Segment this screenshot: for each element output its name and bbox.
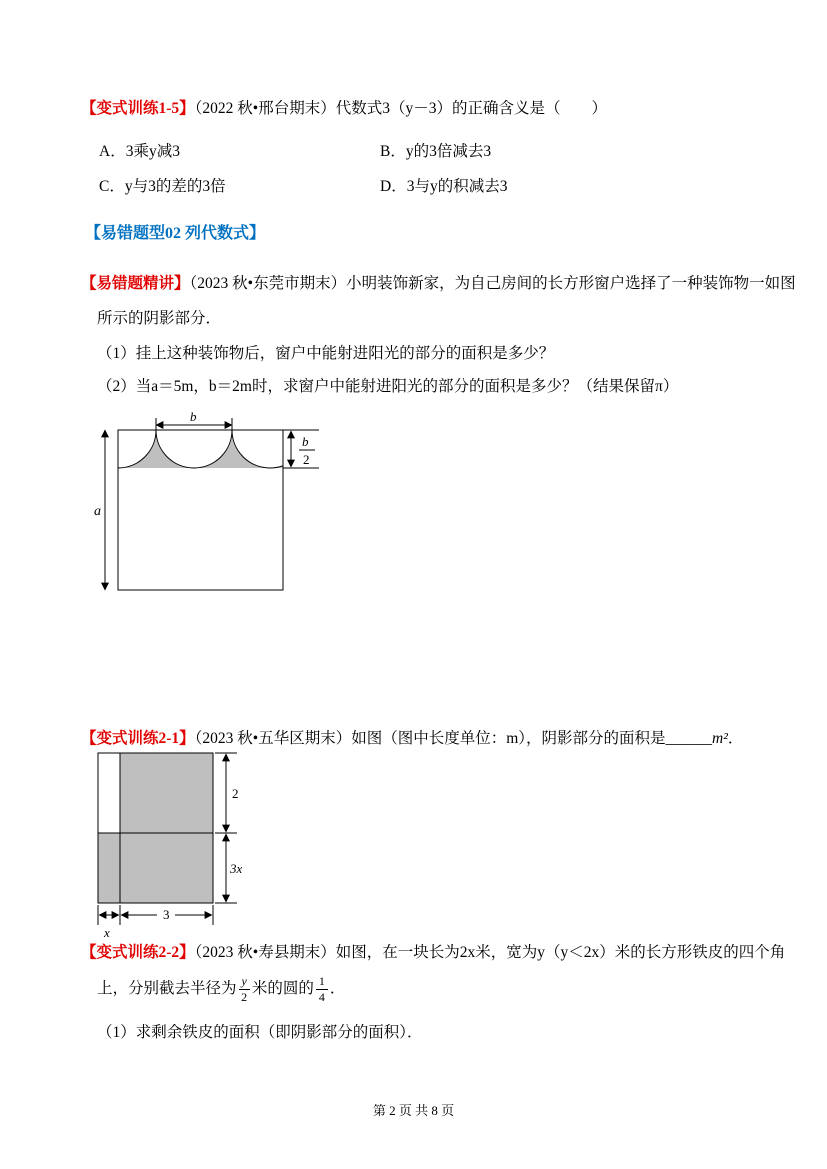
question-1-5-stem: （2022 秋•邢台期末）代数式3（y－3）的正确含义是（ ） — [194, 100, 607, 117]
example-stem: （2023 秋•东莞市期末）小明装饰新家，为自己房间的长方形窗户选择了一种装饰物一如图 — [189, 275, 796, 292]
example-tag: 【易错题精讲】 — [81, 275, 190, 292]
fraction-1-over-4 — [316, 974, 328, 1005]
rect-figure-wrap — [93, 748, 253, 948]
q22-line2-end: ． — [329, 980, 346, 998]
shaded-bottom-region — [98, 833, 213, 903]
question-2-2-line1 — [81, 940, 785, 962]
fraction-numerator: 1 — [316, 974, 328, 990]
window-figure — [93, 410, 323, 602]
fig1-label-b: b — [190, 410, 197, 424]
fraction-denominator: 2 — [241, 990, 248, 1004]
question-2-1-tag: 【变式训练2-1】 — [81, 730, 195, 747]
fig2-label-x: x — [104, 925, 110, 940]
page-footer: 第 2 页 共 8 页 — [372, 1103, 455, 1118]
period: ． — [727, 730, 744, 747]
unit-m2: m² — [712, 730, 728, 747]
fraction-y-over-2 — [239, 974, 250, 1005]
example-line2: 所示的阴影部分． — [97, 310, 222, 327]
fig2-label-3x: 3x — [230, 861, 243, 876]
fig1-frac-num: b — [302, 434, 309, 449]
question-2-2-part1: （1）求剩余铁皮的面积（即阴影部分的面积）． — [97, 1024, 423, 1041]
example-line1 — [81, 271, 796, 293]
question-2-1 — [81, 726, 743, 748]
answer-blank: ______ — [665, 730, 713, 747]
shaded-top-region — [120, 753, 213, 833]
example-part2: （2）当a＝5m，b＝2m时，求窗户中能射进阳光的部分的面积是多少？（结果保留π） — [97, 378, 679, 395]
options-row-cd — [99, 174, 507, 196]
question-2-2-tag: 【变式训练2-2】 — [81, 944, 195, 961]
question-1-5-tag: 【变式训练1-5】 — [81, 100, 195, 117]
q22-line2-mid: 米的圆的 — [251, 980, 314, 998]
option-b: B．y的3倍减去3 — [380, 143, 492, 160]
question-2-1-stem: （2023 秋•五华区期末）如图（图中长度单位：m），阴影部分的面积是 — [194, 730, 666, 747]
question-2-2-stem: （2023 秋•寿县期末）如图，在一块长为2x米，宽为y（y＜2x）米的长方形铁皮的四个角 — [194, 944, 786, 961]
question-2-2-line2 — [97, 974, 345, 1005]
question-1-5 — [81, 96, 607, 118]
window-figure-wrap — [93, 410, 323, 607]
shaded-valance — [93, 410, 308, 468]
example-part1: （1）挂上这种装饰物后，窗户中能射进阳光的部分的面积是多少？ — [97, 345, 555, 362]
option-d: D．3与y的积减去3 — [380, 178, 508, 195]
fraction-denominator: 4 — [318, 990, 325, 1004]
option-c: C．y与3的差的3倍 — [99, 178, 226, 195]
fraction-numerator: y — [239, 974, 250, 990]
options-row-ab — [99, 139, 491, 161]
fig1-label-a: a — [94, 504, 101, 519]
section-heading: 【易错题型02 列代数式】 — [85, 225, 266, 242]
fig2-label-3: 3 — [163, 907, 170, 922]
option-a: A．3乘y减3 — [99, 143, 180, 160]
rectangle-figure — [93, 748, 253, 943]
q22-line2-pre: 上，分别截去半径为 — [97, 980, 237, 998]
fig1-frac-den: 2 — [303, 452, 310, 467]
fig2-label-2: 2 — [232, 786, 239, 801]
